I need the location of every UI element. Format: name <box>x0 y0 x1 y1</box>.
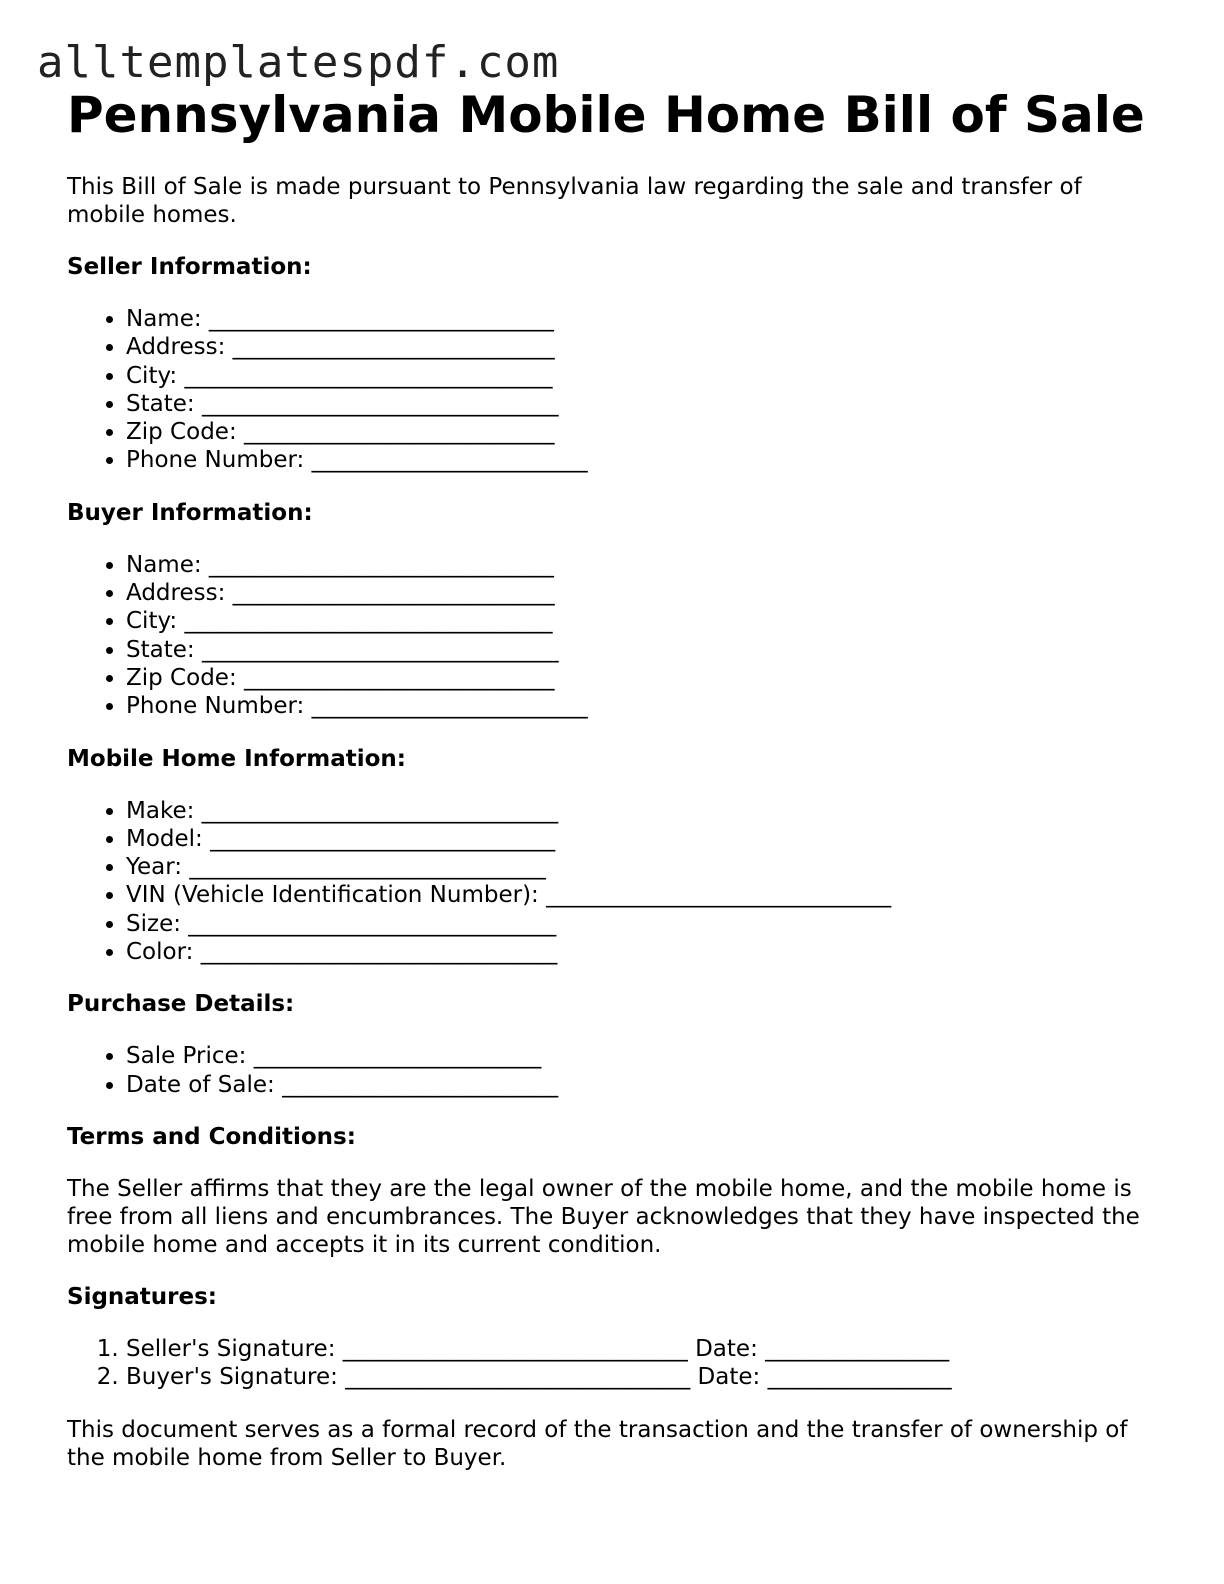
field-blank: ____________________________ <box>232 334 555 361</box>
mobile-home-heading: Mobile Home Information: <box>67 745 406 772</box>
seller-address-field[interactable] <box>126 333 1157 361</box>
field-blank: _________________________ <box>253 1043 542 1070</box>
field-label: Zip Code: <box>126 664 237 691</box>
seller-name-field[interactable] <box>126 305 1157 333</box>
field-blank: ________________________ <box>311 693 588 720</box>
field-label: State: <box>126 390 195 417</box>
date-blank: ________________ <box>767 1364 952 1391</box>
seller-phone-field[interactable] <box>126 446 1157 474</box>
buyer-heading: Buyer Information: <box>67 499 313 526</box>
field-blank: ________________________________ <box>188 910 557 937</box>
signature-blank: ______________________________ <box>345 1364 691 1391</box>
field-label: Model: <box>126 825 203 852</box>
year-field[interactable] <box>126 853 1157 881</box>
signature-list <box>67 1335 1157 1392</box>
mobile-home-fields <box>67 797 1157 967</box>
watermark: alltemplatespdf.com <box>37 37 560 88</box>
field-label: State: <box>126 636 195 663</box>
buyer-name-field[interactable] <box>126 551 1157 579</box>
field-label: Size: <box>126 910 181 937</box>
field-blank: ___________________________ <box>244 419 555 446</box>
field-blank: ____________________________ <box>232 580 555 607</box>
model-field[interactable] <box>126 825 1157 853</box>
field-blank: ______________________________ <box>208 306 554 332</box>
document-page <box>67 86 1157 1472</box>
field-blank: _______________________________ <box>189 854 546 881</box>
field-blank: _______________________________ <box>201 636 559 663</box>
field-blank: ______________________________ <box>546 882 892 909</box>
seller-fields <box>67 305 1157 475</box>
field-label: Color: <box>126 939 194 966</box>
date-label: Date: <box>695 1335 758 1362</box>
field-label: Phone Number: <box>126 693 305 720</box>
sale-price-field[interactable] <box>126 1042 1157 1070</box>
field-blank: _______________________________ <box>201 390 559 417</box>
field-blank: ________________________________ <box>184 362 553 389</box>
field-label: Date of Sale: <box>126 1071 275 1098</box>
field-blank: _______________________________ <box>200 939 558 966</box>
make-field[interactable] <box>126 797 1157 825</box>
buyer-fields <box>67 551 1157 721</box>
buyer-city-field[interactable] <box>126 607 1157 635</box>
signatures-heading: Signatures: <box>67 1283 218 1310</box>
field-blank: _______________________________ <box>201 797 559 824</box>
purchase-heading: Purchase Details: <box>67 991 295 1018</box>
seller-signature-line[interactable] <box>126 1335 1157 1363</box>
date-of-sale-field[interactable] <box>126 1071 1157 1099</box>
field-label: Make: <box>126 797 195 824</box>
date-blank: ________________ <box>765 1335 950 1362</box>
field-blank: ______________________________ <box>208 551 554 578</box>
terms-paragraph: The Seller affirms that they are the legal owner of the mobile home, and the mobile home is free from all liens and encumbrances. The Buyer acknowledges that they have inspected the mobile home and accepts it in its current condition. <box>67 1175 1140 1258</box>
page-title: Pennsylvania Mobile Home Bill of Sale <box>67 86 1145 144</box>
field-label: City: <box>126 608 178 635</box>
field-label: Name: <box>126 306 202 332</box>
seller-city-field[interactable] <box>126 362 1157 390</box>
buyer-signature-line[interactable] <box>126 1363 1157 1391</box>
field-label: City: <box>126 362 178 389</box>
seller-heading: Seller Information: <box>67 254 312 280</box>
signature-label: Buyer's Signature: <box>126 1364 338 1391</box>
buyer-phone-field[interactable] <box>126 692 1157 720</box>
field-blank: ______________________________ <box>210 825 556 852</box>
field-label: Year: <box>126 854 183 881</box>
seller-zip-field[interactable] <box>126 418 1157 446</box>
field-blank: ________________________ <box>311 447 588 474</box>
signature-label: Seller's Signature: <box>126 1335 336 1362</box>
buyer-address-field[interactable] <box>126 579 1157 607</box>
field-label: VIN (Vehicle Identification Number): <box>126 882 539 909</box>
field-blank: ________________________ <box>282 1071 559 1098</box>
seller-state-field[interactable] <box>126 390 1157 418</box>
field-blank: ________________________________ <box>184 608 553 635</box>
purchase-fields <box>67 1042 1157 1099</box>
field-label: Phone Number: <box>126 447 305 474</box>
field-blank: ___________________________ <box>244 664 555 691</box>
signature-blank: ______________________________ <box>342 1335 688 1362</box>
field-label: Address: <box>126 580 226 607</box>
field-label: Name: <box>126 551 202 578</box>
buyer-zip-field[interactable] <box>126 664 1157 692</box>
field-label: Address: <box>126 334 226 361</box>
date-label: Date: <box>697 1364 761 1391</box>
field-label: Zip Code: <box>126 419 237 446</box>
vin-field[interactable] <box>126 881 1157 909</box>
closing-paragraph: This document serves as a formal record of the transaction and the transfer of ownership of the mobile home from Seller to Buyer. <box>67 1416 1128 1471</box>
terms-heading: Terms and Conditions: <box>67 1123 356 1150</box>
size-field[interactable] <box>126 910 1157 938</box>
color-field[interactable] <box>126 938 1157 966</box>
field-label: Sale Price: <box>126 1043 247 1070</box>
intro-paragraph: This Bill of Sale is made pursuant to Pennsylvania law regarding the sale and transfer of mobile homes. <box>67 174 1082 228</box>
buyer-state-field[interactable] <box>126 636 1157 664</box>
